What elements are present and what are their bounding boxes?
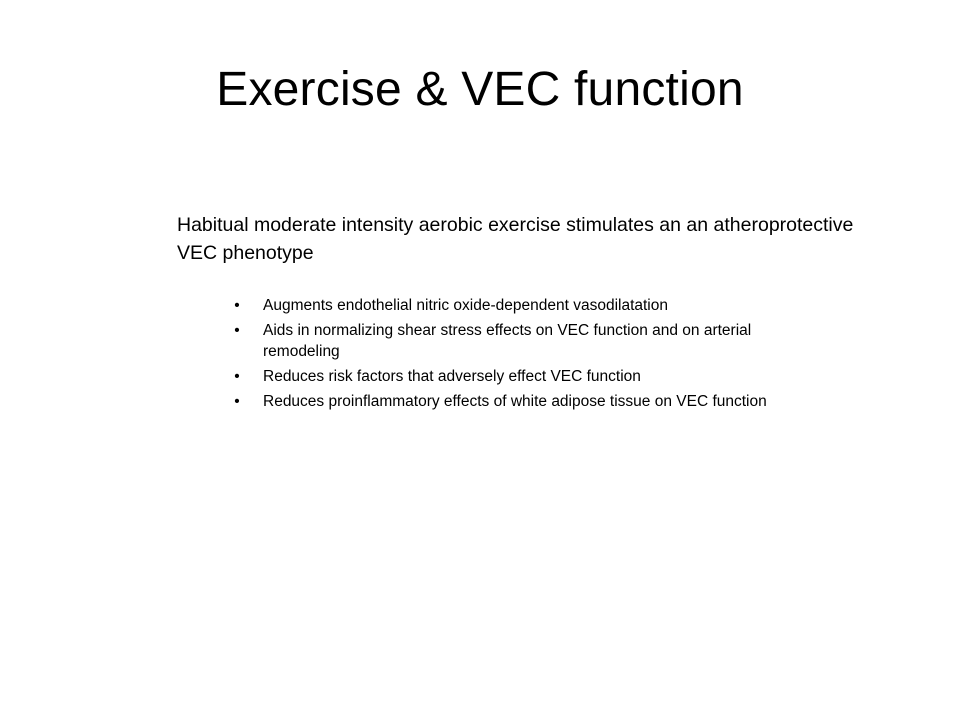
slide-title: Exercise & VEC function — [216, 63, 744, 116]
bullet-text: Aids in normalizing shear stress effects on VEC function and on arterial remodeling — [263, 322, 752, 360]
bullet-item — [231, 295, 811, 316]
bullet-dot-icon: • — [234, 297, 240, 314]
intro-paragraph: Habitual moderate intensity aerobic exercise stimulates an an atheroprotective VEC phenotype — [177, 214, 854, 264]
bullet-item — [231, 391, 811, 412]
bullet-text: Reduces risk factors that adversely effect VEC function — [263, 368, 641, 385]
bullet-dot-icon: • — [234, 393, 240, 410]
bullet-list — [231, 295, 811, 416]
bullet-dot-icon: • — [234, 322, 240, 339]
bullet-item — [231, 320, 811, 362]
bullet-item — [231, 366, 811, 387]
bullet-text: Reduces proinflammatory effects of white adipose tissue on VEC function — [263, 393, 767, 410]
bullet-text: Augments endothelial nitric oxide-dependent vasodilatation — [263, 297, 668, 314]
bullet-dot-icon: • — [234, 368, 240, 385]
